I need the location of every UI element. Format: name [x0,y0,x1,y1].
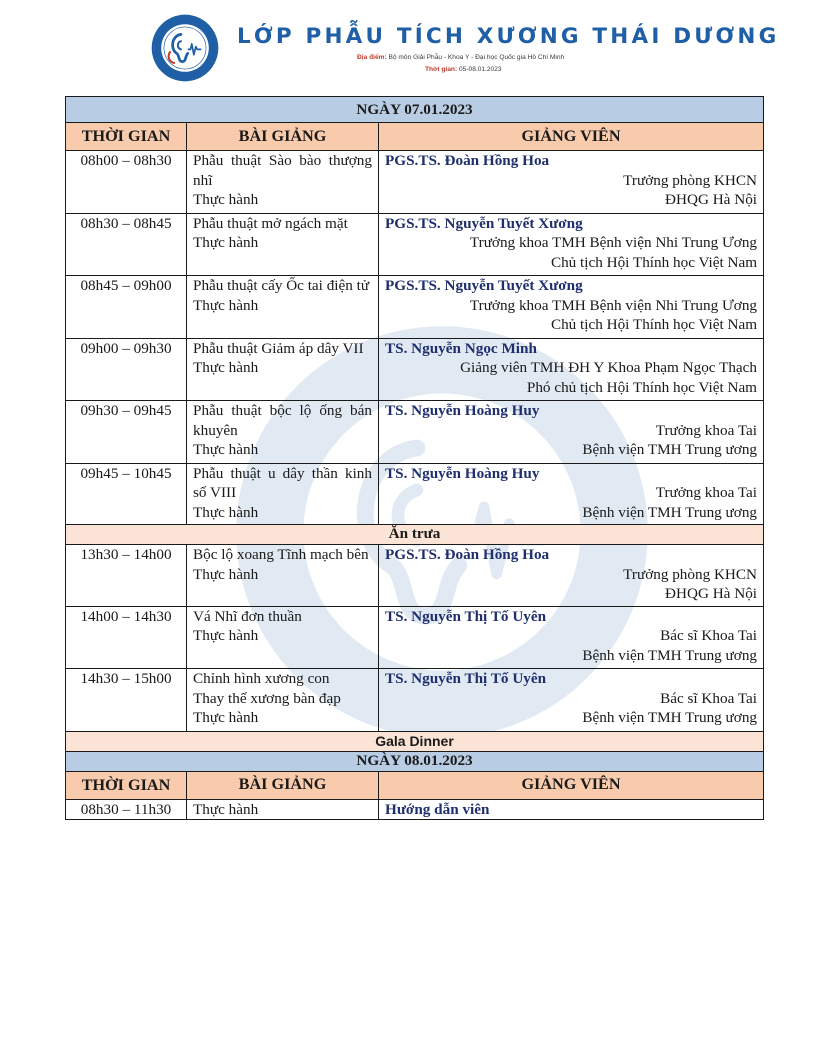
column-header-row [66,771,764,799]
dinner-row [66,731,764,751]
lecture-type: Thực hành [193,191,259,208]
lecture-type: Thực hành [193,709,259,726]
speaker-role: Trưởng khoa TMH Bệnh viện Nhi Trung Ương [469,234,758,251]
speaker-affiliation: Bệnh viện TMH Trung ương [582,503,758,521]
speaker-affiliation: ĐHQG Hà Nội [665,585,758,602]
lecture-title: Phẫu thuật bộc lộ ống bán khuyên [193,402,372,439]
time-line [425,66,502,73]
lecture-title: Chỉnh hình xương con [193,670,330,687]
speaker-affiliation: Chủ tịch Hội Thính học Việt Nam [550,316,758,333]
time-value: 05-08.01.2023 [459,66,502,73]
table-row [66,606,764,669]
session-time: 08h30 – 08h45 [66,213,187,276]
speaker-name: TS. Nguyễn Hoàng Huy [385,464,540,482]
day-label: NGÀY 08.01.2023 [66,751,764,771]
column-header-row [66,123,764,151]
speaker-role: Trưởng khoa TMH Bệnh viện Nhi Trung Ương [469,296,758,314]
speaker-role: Trưởng khoa Tai [655,421,758,439]
table-row [66,401,764,464]
lecture-type: Thực hành [193,234,259,251]
dinner-label: Gala Dinner [66,731,764,751]
speaker-affiliation: Bệnh viện TMH Trung ương [582,646,758,664]
col-header-lecture: BÀI GIẢNG [187,123,379,151]
speaker-role: Trưởng phòng KHCN [623,171,758,189]
speaker-name: TS. Nguyễn Thị Tố Uyên [385,607,547,625]
col-header-time: THỜI GIAN [66,123,187,151]
lecture-cell [187,338,379,401]
speaker-affiliation: Bệnh viện TMH Trung ương [582,709,758,726]
session-time: 09h30 – 09h45 [66,401,187,464]
day-header-row [66,97,764,123]
lecture-type: Thực hành [193,503,259,521]
session-time: 14h00 – 14h30 [66,606,187,669]
speaker-name: PGS.TS. Nguyễn Tuyết Xương [385,214,583,232]
speaker-cell [379,338,764,401]
lecture-cell [187,401,379,464]
speaker-cell [379,213,764,276]
speaker-affiliation: Bệnh viện TMH Trung ương [582,441,758,458]
lecture-title: Phẫu thuật Giảm áp dây VII [193,339,364,357]
lecture-cell [187,669,379,732]
lecture-title: Phẫu thuật Sào bào thượng nhĩ [193,152,372,189]
session-time: 09h00 – 09h30 [66,338,187,401]
page-header [0,0,816,92]
speaker-cell [379,401,764,464]
session-time: 08h45 – 09h00 [66,276,187,339]
speaker-name: Hướng dẫn viên [385,800,490,818]
col-header-speaker: GIẢNG VIÊN [379,771,764,799]
lecture-type: Thực hành [193,441,259,458]
col-header-speaker: GIẢNG VIÊN [379,123,764,151]
lecture-title: Thực hành [187,799,379,820]
lecture-cell [187,276,379,339]
col-header-lecture: BÀI GIẢNG [187,771,379,799]
lecture-cell [187,606,379,669]
association-logo [151,14,219,82]
lecture-type: Thực hành [193,627,259,644]
session-time: 13h30 – 14h00 [66,545,187,607]
lunch-label: Ăn trưa [66,525,764,545]
lecture-type: Thực hành [193,565,259,583]
speaker-name: TS. Nguyễn Hoàng Huy [385,402,540,419]
speaker-name: TS. Nguyễn Thị Tố Uyên [385,670,547,687]
speaker-role: Trưởng phòng KHCN [623,565,758,583]
lecture-title-line2: Thay thế xương bàn đạp [193,689,341,707]
speaker-name: PGS.TS. Nguyễn Tuyết Xương [385,277,583,294]
speaker-cell [379,545,764,607]
location-label: Địa điểm: [357,54,387,61]
lecture-title: Phẫu thuật mở ngách mặt [193,214,348,232]
location-value: Bộ môn Giải Phẫu - Khoa Y - Đại học Quốc gia Hồ Chí Minh [388,54,565,61]
lunch-row [66,525,764,545]
speaker-name: PGS.TS. Đoàn Hồng Hoa [385,546,550,563]
speaker-cell [379,669,764,732]
table-row [66,545,764,607]
lecture-type: Thực hành [193,296,259,314]
lecture-cell [187,545,379,607]
table-row [66,276,764,339]
speaker-role: Bác sĩ Khoa Tai [660,689,758,707]
speaker-name: TS. Nguyễn Ngọc Minh [385,339,537,357]
page-title: LỚP PHẪU TÍCH XƯƠNG THÁI DƯƠNG [237,24,780,49]
table-row [66,669,764,732]
lecture-title: Phẫu thuật u dây thần kinh số VIII [193,464,372,501]
speaker-affiliation: ĐHQG Hà Nội [665,191,758,208]
time-label: Thời gian: [425,66,458,73]
speaker-role: Trưởng khoa Tai [655,484,758,501]
session-time: 08h00 – 08h30 [66,151,187,214]
table-row [66,213,764,276]
speaker-cell [379,606,764,669]
speaker-affiliation: Phó chủ tịch Hội Thính học Việt Nam [526,378,758,396]
speaker-cell [379,151,764,214]
lecture-title: Bộc lộ xoang Tĩnh mạch bên [193,546,369,563]
lecture-type: Thực hành [193,359,259,376]
table-row [66,799,764,820]
speaker-cell [379,463,764,525]
speaker-role: Giảng viên TMH ĐH Y Khoa Phạm Ngọc Thạch [460,359,758,376]
speaker-name: PGS.TS. Đoàn Hồng Hoa [385,152,550,169]
lecture-title: Vá Nhĩ đơn thuần [193,607,302,625]
lecture-cell [187,151,379,214]
table-row [66,151,764,214]
speaker-affiliation: Chủ tịch Hội Thính học Việt Nam [550,253,758,271]
lecture-title: Phẫu thuật cấy Ốc tai điện tử [193,277,370,294]
lecture-cell [187,463,379,525]
location-line [357,54,564,61]
speaker-cell [379,799,764,820]
day-header-row [66,751,764,771]
speaker-cell [379,276,764,339]
session-time: 09h45 – 10h45 [66,463,187,525]
schedule-table [65,96,764,820]
speaker-role: Bác sĩ Khoa Tai [660,627,758,644]
session-time: 08h30 – 11h30 [66,799,187,820]
col-header-time: THỜI GIAN [66,771,187,799]
table-row [66,463,764,525]
day-label: NGÀY 07.01.2023 [66,97,764,123]
table-row [66,338,764,401]
lecture-cell [187,213,379,276]
session-time: 14h30 – 15h00 [66,669,187,732]
